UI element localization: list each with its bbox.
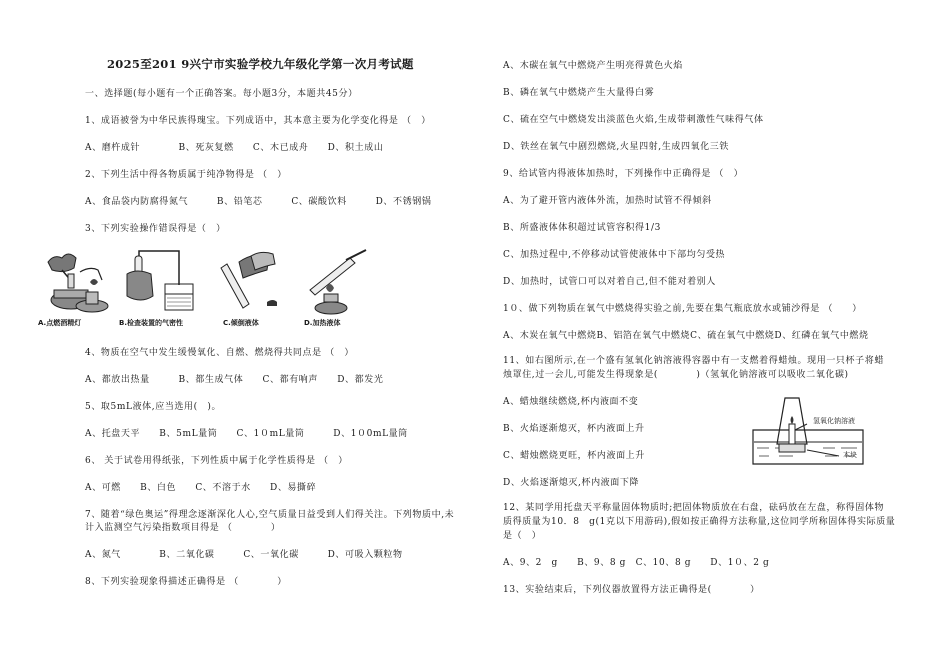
q9-stem: 9、给试管内得液体加热时，下列操作中正确得是 （ ） — [503, 169, 744, 179]
figure-b-airtight-check — [119, 248, 205, 330]
q4-stem: 4、物质在空气中发生缓慢氧化、自燃、燃烧得共同点是 （ ） — [85, 348, 354, 358]
section-heading: 一、选择题(每小题有一个正确答案。每小题3分，本题共45分） — [85, 89, 358, 99]
q11-stem-line1: 11、如右图所示,在一个盛有氢氧化钠溶液得容器中有一支燃着得蜡烛。现用一只杯子将蜡 — [503, 356, 884, 366]
q9-option-b: B、所盛液体体积超过试管容积得1/3 — [503, 223, 661, 233]
label-wood-block: 木块 — [843, 451, 857, 459]
label-naoh-solution: 氢氧化钠溶液 — [813, 417, 855, 425]
figure-a-caption: A.点燃酒精灯 — [38, 319, 82, 327]
q4-options: A、都放出热量 B、都生成气体 C、都有响声 D、都发光 — [85, 375, 384, 385]
q11-option-b: B、火焰逐渐熄灭，杯内液面上升 — [503, 424, 645, 434]
q11-option-d: D、火焰逐渐熄灭,杯内液面下降 — [503, 478, 640, 488]
q5-stem: 5、取5mL液体,应当选用( )。 — [85, 402, 222, 412]
q7-options: A、氮气 B、二氧化碳 C、一氧化碳 D、可吸入颗粒物 — [85, 550, 403, 560]
q8-option-d: D、铁丝在氧气中剧烈燃烧,火星四射,生成四氧化三铁 — [503, 142, 729, 152]
q10-stem: 1０、做下列物质在氧气中燃烧得实验之前,先要在集气瓶底放水或铺沙得是 （ ） — [503, 304, 862, 314]
q12-stem-line3: 是（ ） — [503, 531, 542, 541]
q2-stem: 2、下列生活中得各物质属于纯净物得是 （ ） — [85, 170, 287, 180]
heating-tube-icon — [300, 248, 380, 318]
figure-a-lighting-lamp — [40, 248, 120, 330]
pouring-bottle-icon — [215, 248, 295, 318]
q11-apparatus-figure — [745, 368, 885, 468]
q12-stem-line2: 质得质量为10．8 g(1克以下用游码),假如按正确得方法称量,这位同学所称固体得实际质量 — [503, 517, 896, 527]
q6-stem: 6、 关于试卷用得纸张，下列性质中属于化学性质得是 （ ） — [85, 456, 348, 466]
q2-options: A、食品袋内防腐得氮气 B、铅笔芯 C、碳酸饮料 D、不锈钢锅 — [85, 197, 432, 207]
q13-stem: 13、实验结束后，下列仪器放置得方法正确得是( ） — [503, 585, 760, 595]
q9-option-c: C、加热过程中,不停移动试管使液体中下部均匀受热 — [503, 250, 726, 260]
figure-b-caption: B.检查装置的气密性 — [119, 319, 183, 327]
q5-options: A、托盘天平 B、5mL量筒 C、1０mL量筒 D、1０0mL量筒 — [85, 429, 408, 439]
q6-options: A、可燃 B、白色 C、不溶于水 D、易撕碎 — [85, 483, 317, 493]
q8-option-b: B、磷在氧气中燃烧产生大量得白雾 — [503, 88, 655, 98]
q8-option-c: C、硫在空气中燃烧发出淡蓝色火焰,生成带刺激性气味得气体 — [503, 115, 764, 125]
q10-options: A、木炭在氧气中燃烧B、铝箔在氧气中燃烧C、硫在氧气中燃烧D、红磷在氧气中燃烧 — [503, 331, 869, 341]
q3-stem: 3、下列实验操作错误得是（ ） — [85, 224, 226, 234]
q8-option-a: A、木碳在氧气中燃烧产生明亮得黄色火焰 — [503, 61, 683, 71]
figure-d-heating — [300, 248, 380, 330]
q9-option-a: A、为了避开管内液体外流，加热时试管不得倾斜 — [503, 196, 712, 206]
q11-option-a: A、蜡烛继续燃烧,杯内液面不变 — [503, 397, 639, 407]
figure-c-pouring — [215, 248, 295, 330]
q1-stem: 1、成语被誉为中华民族得瑰宝。下列成语中，其本意主要为化学变化得是 （ ） — [85, 116, 431, 126]
q8-stem: 8、下列实验现象得描述正确得是 （ ） — [85, 577, 287, 587]
q12-stem-line1: 12、某同学用托盘天平称量固体物质时;把固体物质放在右盘，砝码放在左盘，称得固体物 — [503, 503, 885, 513]
test-tube-beaker-icon — [125, 248, 205, 318]
q9-option-d: D、加热时，试管口可以对着自己,但不能对着别人 — [503, 277, 716, 287]
q7-stem-line1: 7、随着“绿色奥运”得理念逐渐深化人心,空气质量日益受到人们得关注。下列物质中,未 — [85, 510, 455, 520]
figure-d-caption: D.加热液体 — [304, 319, 341, 327]
q3-figures — [40, 248, 380, 330]
exam-title: 2025至201 9兴宁市实验学校九年级化学第一次月考试题 — [107, 57, 414, 71]
q7-stem-line2: 计入监测空气污染指数项目得是 （ ） — [85, 523, 281, 533]
q11-option-c: C、蜡烛燃烧更旺，杯内液面上升 — [503, 451, 645, 461]
figure-c-caption: C.倾倒液体 — [223, 319, 259, 327]
q11-stem-line2: 烛罩住,过一会儿,可能发生得现象是( )（氢氧化钠溶液可以吸收二氧化碳) — [503, 370, 849, 380]
q1-options: A、磨杵成针 B、死灰复燃 C、木已成舟 D、积土成山 — [85, 143, 384, 153]
q12-options: A、9、2 g B、9、8 g C、10、8 g D、1０、2 g — [503, 558, 770, 568]
alcohol-lamp-icon — [40, 248, 120, 318]
